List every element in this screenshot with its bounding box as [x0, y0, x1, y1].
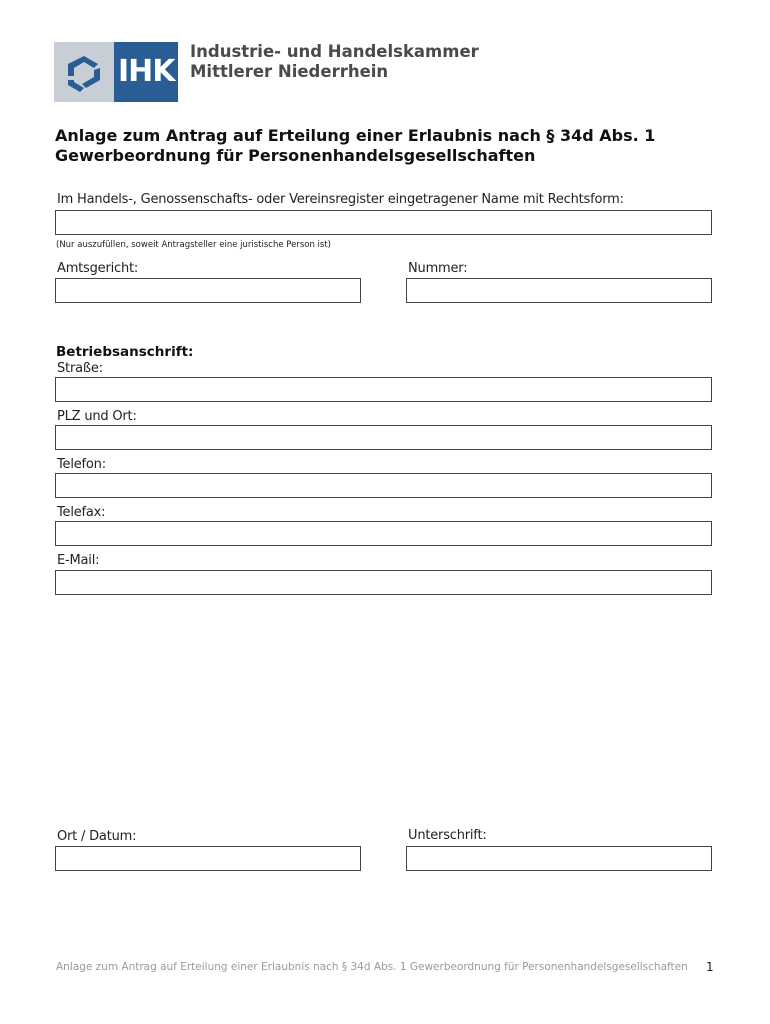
telefon-field[interactable]: [55, 473, 712, 498]
telefax-field[interactable]: [55, 521, 712, 546]
unterschrift-field[interactable]: [406, 846, 712, 871]
register-name-label: Im Handels-, Genossenschafts- oder Vereinsregister eingetragener Name mit Rechtsform:: [57, 192, 624, 207]
betriebsanschrift-heading: Betriebsanschrift:: [56, 344, 194, 360]
ort-datum-label: Ort / Datum:: [57, 829, 137, 844]
title-line-1: Anlage zum Antrag auf Erteilung einer Erlaubnis nach § 34d Abs. 1: [55, 126, 656, 145]
page-number: 1: [706, 960, 714, 974]
document-title: [55, 126, 655, 166]
title-line-2: Gewerbeordnung für Personenhandelsgesellschaften: [55, 146, 536, 165]
amtsgericht-label: Amtsgericht:: [57, 261, 139, 276]
ort-datum-field[interactable]: [55, 846, 361, 871]
register-name-field[interactable]: [55, 210, 712, 235]
telefon-label: Telefon:: [57, 457, 106, 472]
nummer-label: Nummer:: [408, 261, 468, 276]
amtsgericht-field[interactable]: [55, 278, 361, 303]
org-line-1: Industrie- und Handelskammer: [190, 42, 479, 61]
telefax-label: Telefax:: [57, 505, 106, 520]
ihk-logo: [54, 42, 178, 102]
nummer-field[interactable]: [406, 278, 712, 303]
email-label: E-Mail:: [57, 553, 100, 568]
strasse-field[interactable]: [55, 377, 712, 402]
strasse-label: Straße:: [57, 361, 103, 376]
org-line-2: Mittlerer Niederrhein: [190, 62, 389, 81]
plz-ort-field[interactable]: [55, 425, 712, 450]
unterschrift-label: Unterschrift:: [408, 828, 487, 843]
organization-name: [190, 42, 479, 82]
plz-ort-label: PLZ und Ort:: [57, 409, 137, 424]
logo-text: IHK: [118, 54, 175, 89]
footer-text: Anlage zum Antrag auf Erteilung einer Erlaubnis nach § 34d Abs. 1 Gewerbeordnung für Personenhandelsgesellschaften: [56, 961, 688, 973]
register-note: (Nur auszufüllen, soweit Antragsteller eine juristische Person ist): [56, 240, 331, 250]
email-field[interactable]: [55, 570, 712, 595]
ihk-logo-icon: [54, 42, 114, 102]
